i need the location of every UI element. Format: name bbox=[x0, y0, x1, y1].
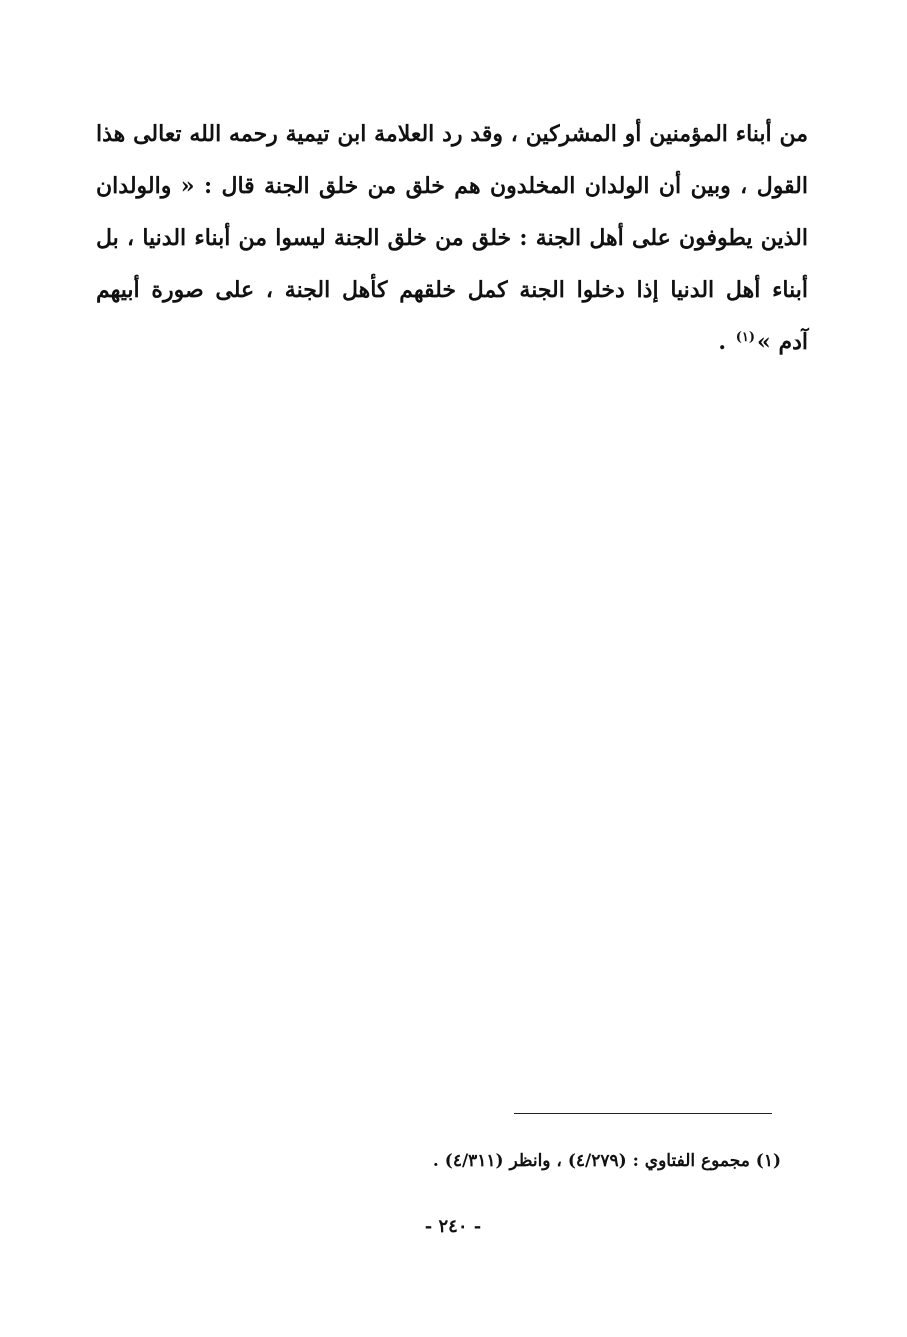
footnote: (١) مجموع الفتاوي : (٤/٢٧٩) ، وانظر (٤/٣١١) . bbox=[432, 1151, 781, 1171]
main-text-block bbox=[96, 108, 808, 368]
text-line-5-content: آدم » bbox=[757, 329, 808, 355]
footnote-reference: (١) bbox=[735, 329, 756, 345]
text-line-4: أبناء أهل الدنيا إذا دخلوا الجنة كمل خلقهم كأهل الجنة ، على صورة أبيهم bbox=[96, 277, 808, 303]
text-line-5 bbox=[96, 316, 808, 368]
text-line-3: الذين يطوفون على أهل الجنة : خلق من خلق الجنة ليسوا من أبناء الدنيا ، بل bbox=[96, 225, 808, 251]
footnote-separator bbox=[514, 1113, 772, 1114]
text-line-5-end: . bbox=[718, 329, 734, 355]
page-number: - ٢٤٠ - bbox=[424, 1216, 482, 1237]
text-line-1: من أبناء المؤمنين أو المشركين ، وقد رد العلامة ابن تيمية رحمه الله تعالى هذا bbox=[96, 121, 808, 147]
text-line-2: القول ، وبين أن الولدان المخلدون هم خلق من خلق الجنة قال : « والولدان bbox=[96, 173, 808, 199]
